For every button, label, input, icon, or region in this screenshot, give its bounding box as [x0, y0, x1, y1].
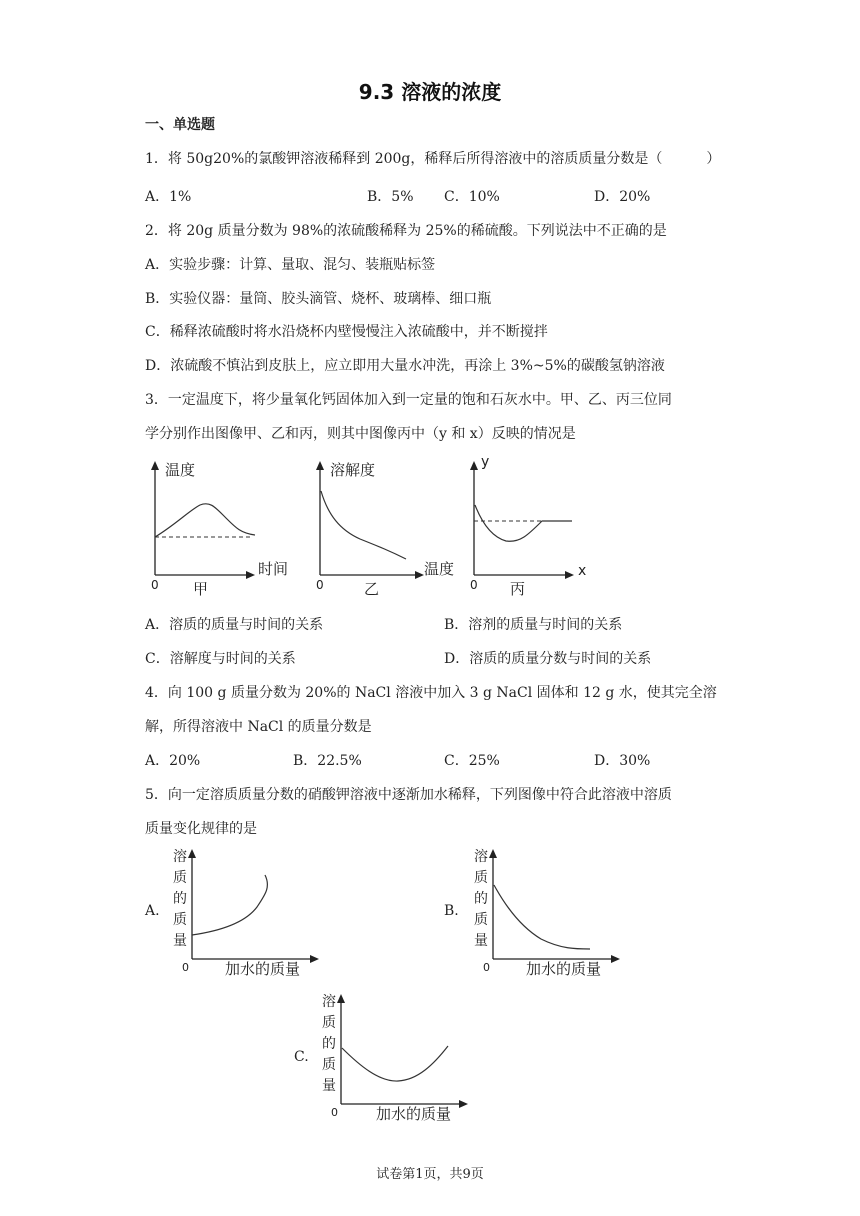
q3-graph-jia: [145, 455, 305, 605]
q1-stem-text: 1．将 50g20%的氯酸钾溶液稀释到 200g，稀释后所得溶液中的溶质质量分数是（: [145, 151, 663, 167]
q5-graph-b: [466, 845, 636, 980]
q5-graph-c: [314, 990, 484, 1125]
q5b-xlabel: 加水的质量: [526, 960, 602, 978]
q5a-xlabel: 加水的质量: [225, 960, 301, 978]
q5c-ylabel-3: 的: [322, 1036, 336, 1052]
q2-stem: 2．将 20g 质量分数为 98%的浓硫酸稀释为 25%的稀硫酸。下列说法中不正确的是: [145, 223, 667, 239]
q4-option-d: D．30%: [594, 753, 651, 769]
q2-option-d: D．浓硫酸不慎沾到皮肤上，应立即用大量水冲洗，再涂上 3%~5%的碳酸氢钠溶液: [145, 358, 665, 374]
q3-stem-line1: 3．一定温度下，将少量氧化钙固体加入到一定量的饱和石灰水中。甲、乙、丙三位同: [145, 392, 672, 408]
q3-option-d: D．溶质的质量分数与时间的关系: [444, 651, 652, 667]
q5b-ylabel-3: 的: [474, 891, 488, 907]
q5c-ylabel-4: 质: [322, 1057, 336, 1073]
q3-stem-line2: 学分别作出图像甲、乙和丙，则其中图像丙中（y 和 x）反映的情况是: [145, 426, 576, 442]
q5c-ylabel-2: 质: [322, 1015, 336, 1031]
q5-option-b-label: B.: [444, 903, 459, 919]
q4-stem-line1: 4．向 100 g 质量分数为 20%的 NaCl 溶液中加入 3 g NaCl 固体和 12 g 水，使其完全溶: [145, 685, 717, 701]
q3-option-c: C．溶解度与时间的关系: [145, 651, 296, 667]
q5c-ylabel-5: 量: [322, 1078, 336, 1094]
q5b-origin: 0: [483, 961, 490, 974]
page-title: 9.3 溶液的浓度: [358, 80, 502, 104]
q5-graph-a: [165, 845, 335, 980]
q2-option-b: B．实验仪器：量筒、胶头滴管、烧杯、玻璃棒、细口瓶: [145, 291, 492, 307]
q3-graph-yi: [310, 455, 470, 605]
yi-ylabel: 溶解度: [330, 461, 376, 479]
yi-origin: 0: [316, 578, 324, 592]
q4-stem-line2: 解，所得溶液中 NaCl 的质量分数是: [145, 719, 372, 735]
jia-xlabel: 时间: [258, 560, 289, 578]
q5a-ylabel-4: 质: [173, 912, 187, 928]
q3-option-a: A．溶质的质量与时间的关系: [145, 617, 324, 633]
q5c-origin: 0: [331, 1106, 338, 1119]
q5a-ylabel-3: 的: [173, 891, 187, 907]
q4-option-a: A．20%: [145, 753, 201, 769]
q2-option-a: A．实验步骤：计算、量取、混匀、装瓶贴标签: [145, 257, 436, 273]
q5b-ylabel-5: 量: [474, 933, 488, 949]
q4-option-c: C．25%: [444, 753, 500, 769]
q1-stem-end: ）: [706, 151, 721, 167]
page-footer: 试卷第1页，共9页: [376, 1167, 484, 1182]
bing-name: 丙: [510, 580, 526, 598]
jia-origin: 0: [151, 578, 159, 592]
q1-option-d: D．20%: [594, 189, 651, 205]
q5a-origin: 0: [182, 961, 189, 974]
q5b-ylabel-2: 质: [474, 870, 488, 886]
q5-stem-line1: 5．向一定溶质质量分数的硝酸钾溶液中逐渐加水稀释，下列图像中符合此溶液中溶质: [145, 787, 672, 803]
q5c-ylabel-1: 溶: [322, 994, 336, 1010]
jia-name: 甲: [193, 580, 209, 598]
q1-option-c: C．10%: [444, 189, 500, 205]
q3-graph-bing: [464, 455, 624, 605]
yi-name: 乙: [364, 580, 380, 598]
jia-ylabel: 温度: [165, 461, 196, 479]
q5-stem-line2: 质量变化规律的是: [145, 821, 257, 837]
q1-stem: [145, 148, 720, 168]
q5a-ylabel-1: 溶: [173, 849, 187, 865]
bing-xlabel: x: [578, 563, 587, 579]
section-heading: 一、单选题: [145, 117, 215, 133]
q4-option-b: B．22.5%: [293, 753, 362, 769]
q3-option-b: B．溶剂的质量与时间的关系: [444, 617, 623, 633]
q2-option-c: C．稀释浓硫酸时将水沿烧杯内壁慢慢注入浓硫酸中，并不断搅拌: [145, 324, 548, 340]
q5b-ylabel-4: 质: [474, 912, 488, 928]
q5a-ylabel-2: 质: [173, 870, 187, 886]
bing-ylabel: y: [481, 454, 490, 470]
q1-option-a: A．1%: [145, 189, 192, 205]
q5c-xlabel: 加水的质量: [376, 1105, 452, 1123]
q1-option-b: B．5%: [367, 189, 414, 205]
q5-option-c-label: C.: [294, 1049, 309, 1065]
q5a-ylabel-5: 量: [173, 933, 187, 949]
q5b-ylabel-1: 溶: [474, 849, 488, 865]
bing-origin: 0: [470, 578, 478, 592]
q5-option-a-label: A.: [145, 903, 160, 919]
yi-xlabel: 温度: [424, 560, 455, 578]
